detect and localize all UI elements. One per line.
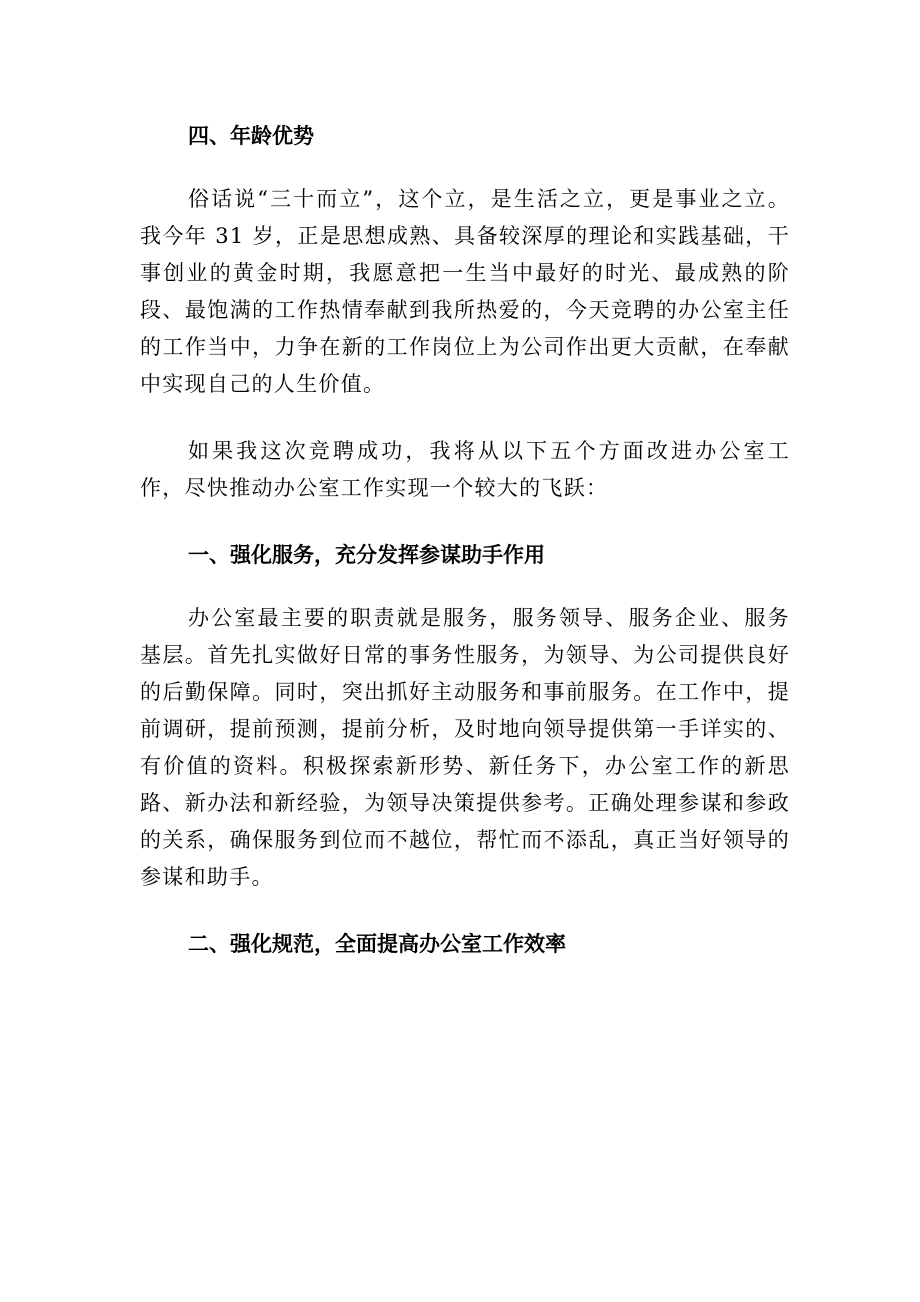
paragraph-age: 俗话说“三十而立”，这个立，是生活之立，更是事业之立。我今年 31 岁，正是思想成熟、具备较深厚的理论和实践基础，干事创业的黄金时期，我愿意把一生当中最好的时光、最成熟的阶段、最饱满的工作热情奉献到我所热爱的，今天竞聘的办公室主任的工作当中，力争在新的工作岗位上为公司作出更大贡献，在奉献中实现自己的人生价值。 [140,187,790,396]
section-heading-age: 四、年龄优势 [188,124,314,148]
section-heading-service: 一、强化服务，充分发挥参谋助手作用 [188,543,545,567]
paragraph-service: 办公室最主要的职责就是服务，服务领导、服务企业、服务基层。首先扎实做好日常的事务性服务，为领导、为公司提供良好的后勤保障。同时，突出抓好主动服务和事前服务。在工作中，提前调研，提前预测，提前分析，及时地向领导提供第一手详实的、有价值的资料。积极探索新形势、新任务下，办公室工作的新思路、新办法和新经验，为领导决策提供参考。正确处理参谋和参政的关系，确保服务到位而不越位，帮忙而不添乱，真正当好领导的参谋和助手。 [140,606,790,889]
section-heading-norms: 二、强化规范，全面提高办公室工作效率 [188,932,566,956]
document-body [140,118,790,963]
paragraph-intro: 如果我这次竞聘成功，我将从以下五个方面改进办公室工作，尽快推动办公室工作实现一个较大的飞跃： [140,439,790,500]
